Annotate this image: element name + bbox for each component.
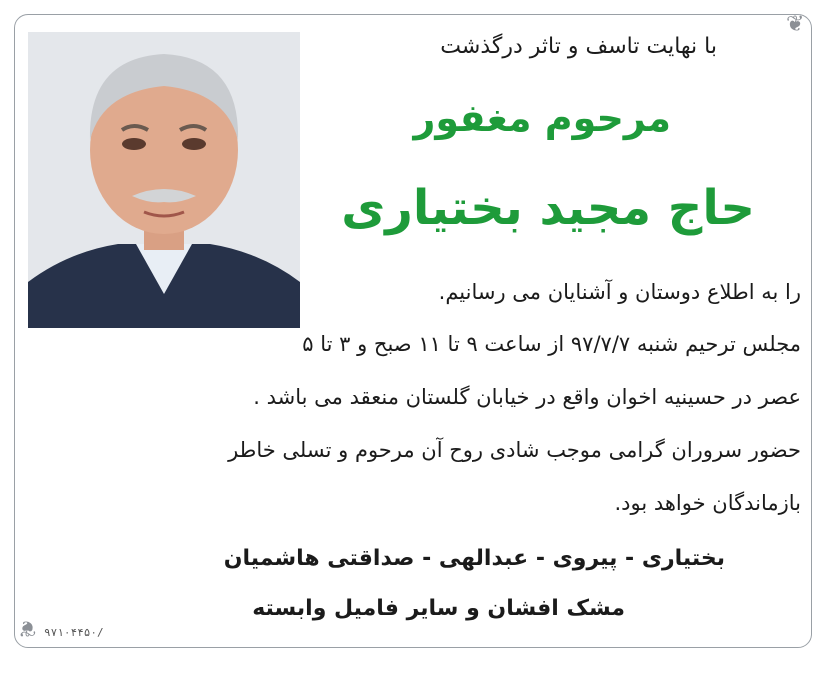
intro-text: با نهایت تاسف و تاثر درگذشت	[440, 34, 717, 59]
body-line: بازماندگان خواهد بود.	[614, 491, 801, 515]
deceased-name: حاج مجید بختیاری	[341, 180, 755, 236]
families-line: بختیاری - پیروی - عبدالهی - صداقتی هاشمیان	[223, 546, 725, 571]
body-line: عصر در حسینیه اخوان واقع در خیابان گلستان منعقد می باشد .	[253, 385, 801, 409]
portrait-photo	[28, 32, 300, 328]
body-line: حضور سروران گرامی موجب شادی روح آن مرحوم و تسلی خاطر	[228, 438, 801, 462]
inform-line: را به اطلاع دوستان و آشنایان می رسانیم.	[438, 280, 801, 304]
floral-corner-icon: ❦	[18, 615, 37, 640]
honorific-title: مرحوم مغفور	[413, 96, 671, 140]
families-line: مشک افشان و سایر فامیل وابسته	[252, 596, 625, 621]
floral-corner-icon: ❦	[786, 12, 805, 37]
ad-code: ۹۷۱۰۴۴۵۰/	[44, 626, 104, 639]
body-line: مجلس ترحیم شنبه ۹۷/۷/۷ از ساعت ۹ تا ۱۱ صبح و ۳ تا ۵	[302, 332, 801, 356]
portrait-illustration	[28, 32, 300, 328]
